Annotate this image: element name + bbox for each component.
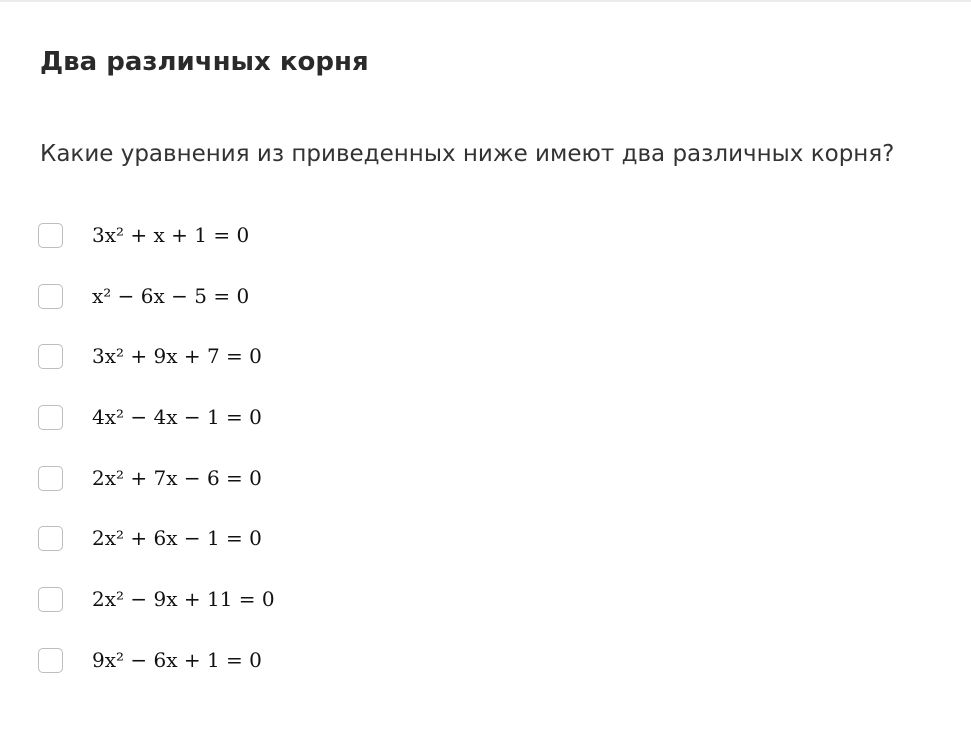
option-item-6[interactable] — [38, 515, 275, 576]
checkbox-option-5[interactable] — [38, 466, 63, 491]
answer-options-list — [38, 212, 275, 698]
option-item-2[interactable] — [38, 273, 275, 334]
option-item-1[interactable] — [38, 212, 275, 273]
option-item-4[interactable] — [38, 394, 275, 455]
option-label-4[interactable]: 4x² − 4x − 1 = 0 — [92, 405, 262, 430]
option-item-3[interactable] — [38, 333, 275, 394]
option-label-1[interactable]: 3x² + x + 1 = 0 — [92, 223, 250, 247]
option-label-5[interactable]: 2x² + 7x − 6 = 0 — [92, 465, 262, 490]
checkbox-option-4[interactable] — [38, 405, 63, 430]
checkbox-option-8[interactable] — [38, 648, 63, 673]
checkbox-option-1[interactable] — [38, 223, 63, 248]
checkbox-option-2[interactable] — [38, 284, 63, 309]
option-label-3[interactable]: 3x² + 9x + 7 = 0 — [92, 344, 262, 369]
option-label-2[interactable]: x² − 6x − 5 = 0 — [92, 283, 250, 308]
option-label-8[interactable]: 9x² − 6x + 1 = 0 — [92, 647, 262, 672]
option-item-5[interactable] — [38, 455, 275, 516]
question-text: Какие уравнения из приведенных ниже имеют два различных корня? — [40, 141, 895, 167]
page-title: Два различных корня — [40, 47, 369, 78]
checkbox-option-3[interactable] — [38, 344, 63, 369]
top-divider — [0, 0, 971, 2]
option-label-6[interactable]: 2x² + 6x − 1 = 0 — [92, 526, 262, 551]
option-item-8[interactable] — [38, 637, 275, 698]
checkbox-option-7[interactable] — [38, 587, 63, 612]
option-label-7[interactable]: 2x² − 9x + 11 = 0 — [92, 587, 275, 612]
checkbox-option-6[interactable] — [38, 526, 63, 551]
option-item-7[interactable] — [38, 576, 275, 637]
